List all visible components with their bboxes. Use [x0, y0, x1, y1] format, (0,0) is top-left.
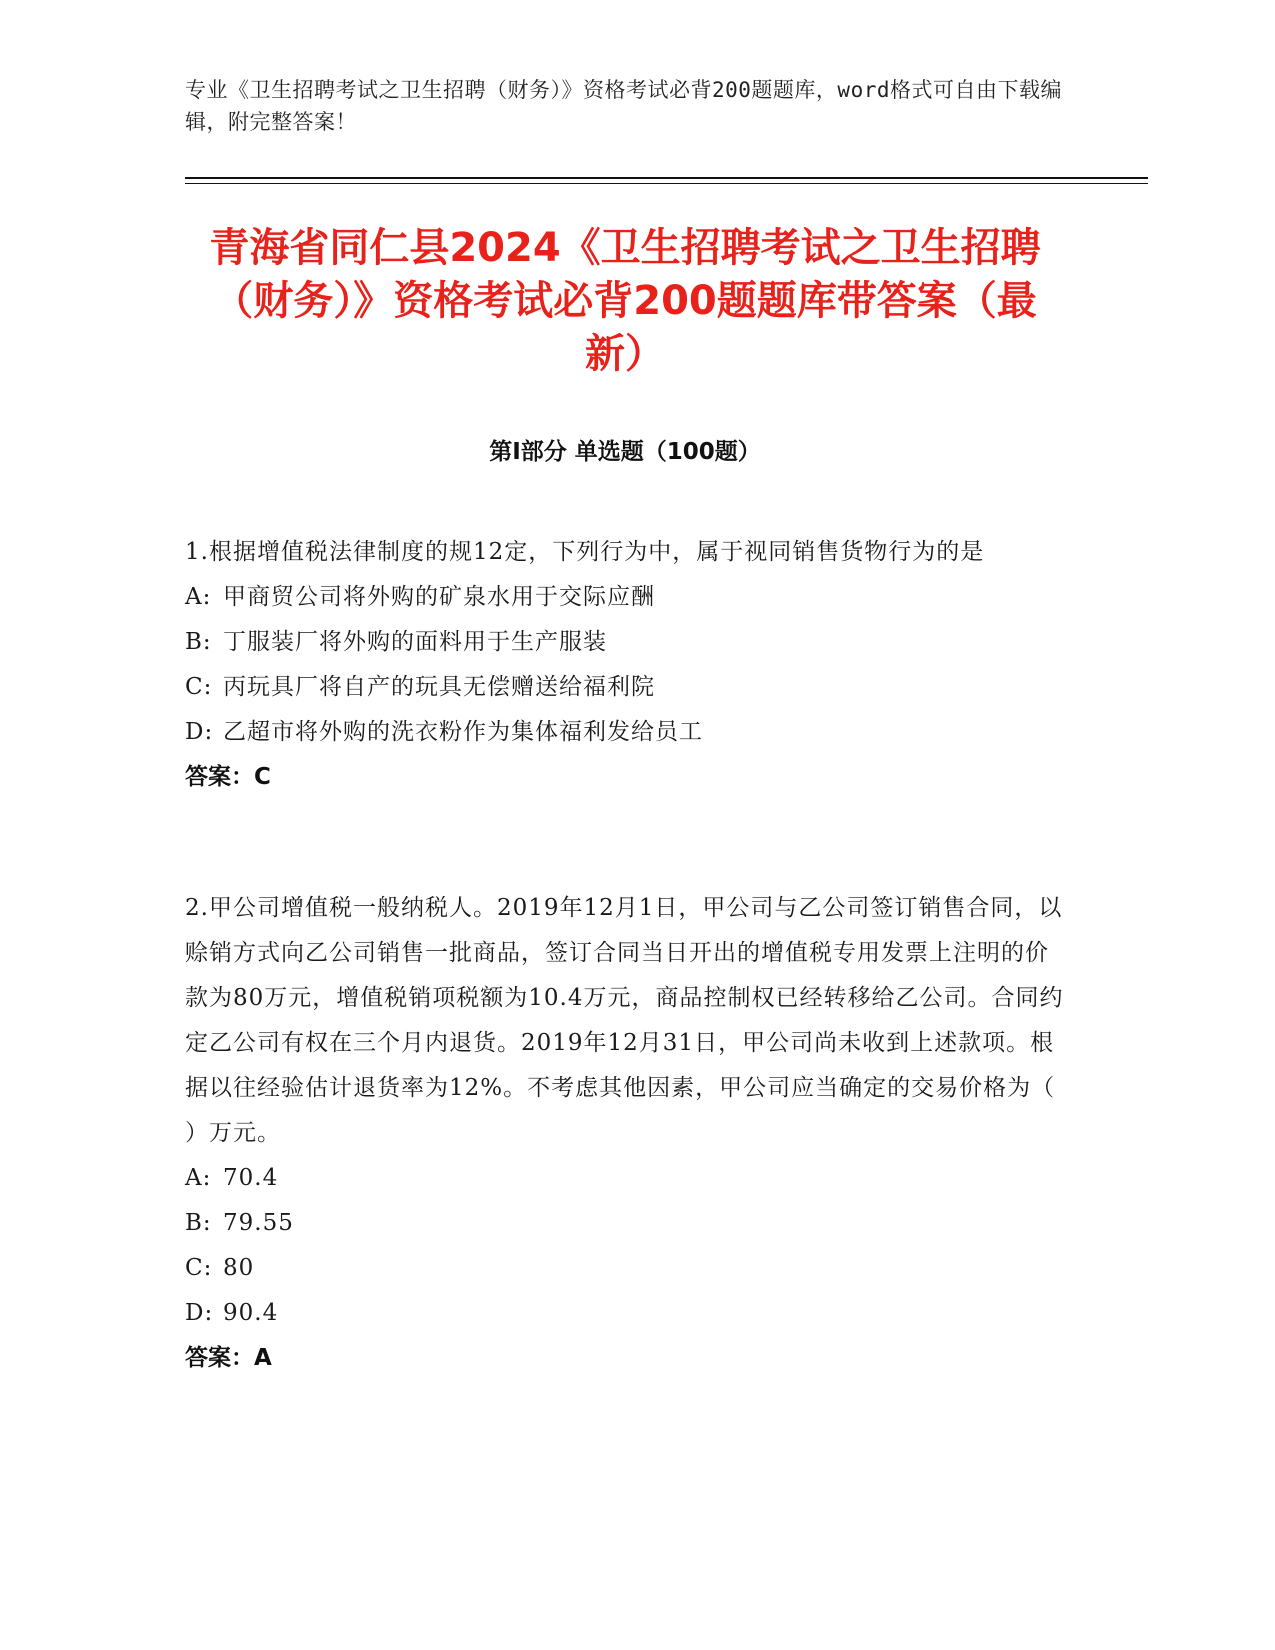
option-text: 80	[223, 1255, 255, 1281]
answer: 答案：A	[185, 1345, 272, 1371]
option-text: 70.4	[223, 1165, 279, 1191]
option-text: 90.4	[223, 1300, 279, 1326]
option-c	[185, 665, 1065, 710]
question-stem: 1.根据增值税法律制度的规12定，下列行为中，属于视同销售货物行为的是	[185, 539, 985, 565]
question-2	[185, 886, 1065, 1381]
option-a	[185, 1156, 1065, 1201]
option-text: 丁服装厂将外购的面料用于生产服装	[223, 629, 607, 655]
option-key: D:	[185, 719, 214, 745]
option-b	[185, 1201, 1065, 1246]
option-d	[185, 710, 1065, 755]
option-key: A:	[185, 584, 212, 610]
option-key: B:	[185, 629, 212, 655]
question-stem: 2.甲公司增值税一般纳税人。2019年12月1日，甲公司与乙公司签订销售合同，以赊销方式向乙公司销售一批商品，签订合同当日开出的增值税专用发票上注明的价款为80万元，增值税销项税额为10.4万元，商品控制权已经转移给乙公司。合同约定乙公司有权在三个月内退货。2019年12月31日，甲公司尚未收到上述款项。根据以往经验估计退货率为12%。不考虑其他因素，甲公司应当确定的交易价格为（ ）万元。	[185, 895, 1064, 1146]
question-1	[185, 530, 1065, 800]
option-text: 乙超市将外购的洗衣粉作为集体福利发给员工	[223, 719, 703, 745]
answer: 答案：C	[185, 764, 271, 790]
option-text: 79.55	[223, 1210, 294, 1236]
option-c	[185, 1246, 1065, 1291]
option-text: 丙玩具厂将自产的玩具无偿赠送给福利院	[223, 674, 655, 700]
option-key: C:	[185, 674, 213, 700]
option-key: C:	[185, 1255, 213, 1281]
header-divider-thin	[185, 183, 1148, 184]
header-note: 专业《卫生招聘考试之卫生招聘（财务）》资格考试必背200题题库，word格式可自由下载编辑，附完整答案！	[185, 78, 1062, 134]
section-title: 第Ⅰ部分 单选题（100题）	[489, 439, 761, 465]
option-b	[185, 620, 1065, 665]
header-divider-thick	[185, 177, 1148, 179]
option-a	[185, 575, 1065, 620]
option-d	[185, 1291, 1065, 1336]
option-key: D:	[185, 1300, 214, 1326]
option-key: B:	[185, 1210, 212, 1236]
document-title: 青海省同仁县2024《卫生招聘考试之卫生招聘（财务）》资格考试必背200题题库带答案（最新）	[209, 225, 1041, 377]
option-text: 甲商贸公司将外购的矿泉水用于交际应酬	[223, 584, 655, 610]
option-key: A:	[185, 1165, 212, 1191]
